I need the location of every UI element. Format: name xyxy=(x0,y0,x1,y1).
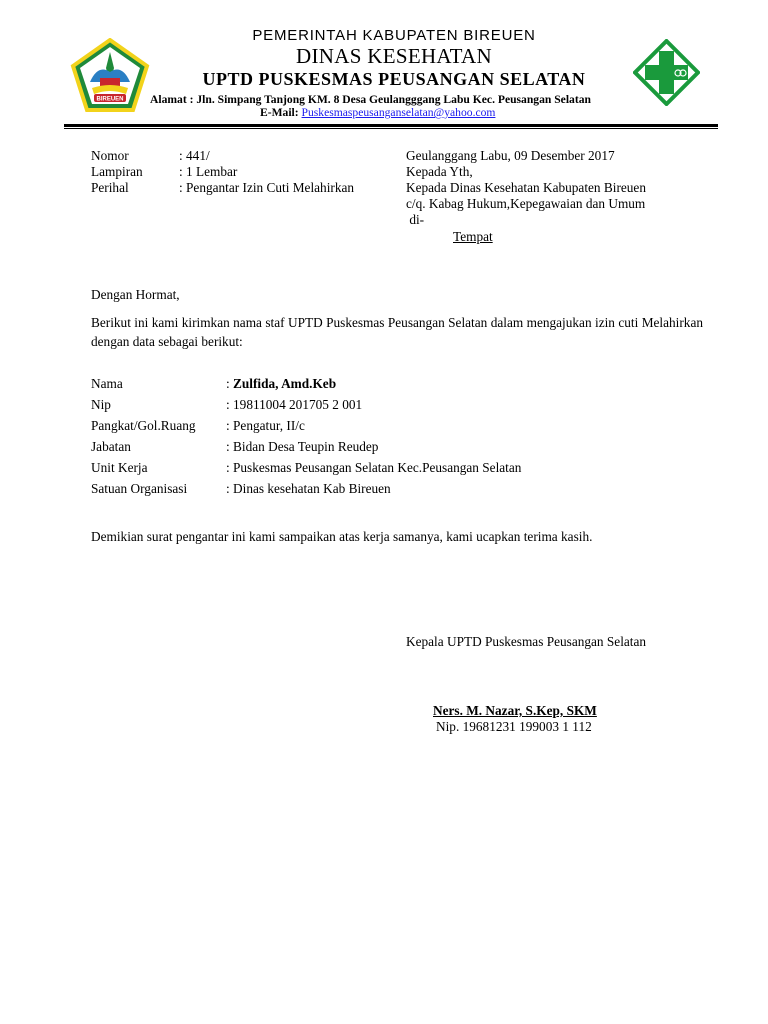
detail-label-pangkat: Pangkat/Gol.Ruang xyxy=(91,418,196,433)
government-heading: PEMERINTAH KABUPATEN BIREUEN xyxy=(252,27,536,44)
lampiran-value: : 1 Lembar xyxy=(179,164,238,179)
email-label: E-Mail: xyxy=(260,106,302,119)
detail-value-unit-kerja: : Puskesmas Peusangan Selatan Kec.Peusangan Selatan xyxy=(226,460,522,475)
perihal-value: : Pengantar Izin Cuti Melahirkan xyxy=(179,180,355,195)
agency-heading: DINAS KESEHATAN xyxy=(296,44,492,68)
detail-label-satuan: Satuan Organisasi xyxy=(91,481,188,496)
email-link[interactable]: Puskesmaspeusanganselatan@yahoo.com xyxy=(301,106,496,119)
header-rule-thin xyxy=(64,128,718,129)
signatory-name: Ners. M. Nazar, S.Kep, SKM xyxy=(433,703,597,718)
recipient-line-1: Kepada Dinas Kesehatan Kabupaten Bireuen xyxy=(406,180,646,195)
lampiran-label: Lampiran xyxy=(91,164,143,179)
recipient-line-2: c/q. Kabag Hukum,Kepegawaian dan Umum xyxy=(406,196,646,211)
nomor-value: : 441/ xyxy=(179,148,210,163)
address-line: Alamat : Jln. Simpang Tanjong KM. 8 Desa Geulangggang Labu Kec. Peusangan Selatan xyxy=(150,93,591,106)
place-date: Geulanggang Labu, 09 Desember 2017 xyxy=(406,148,615,163)
perihal-label: Perihal xyxy=(91,180,129,195)
signatory-nip: Nip. 19681231 199003 1 112 xyxy=(436,719,592,734)
intro-paragraph: Berikut ini kami kirimkan nama staf UPTD Puskesmas Peusangan Selatan dalam mengajukan izin cuti Melahirkan dengan data sebagai berikut: xyxy=(91,315,703,349)
header-rule-thick xyxy=(64,124,718,127)
signatory-title: Kepala UPTD Puskesmas Peusangan Selatan xyxy=(406,634,647,649)
detail-value-nip: : 19811004 201705 2 001 xyxy=(226,397,363,412)
detail-label-nama: Nama xyxy=(91,376,123,391)
email-line xyxy=(260,106,495,119)
detail-value-nama xyxy=(226,376,336,392)
nomor-label: Nomor xyxy=(91,148,129,163)
unit-heading: UPTD PUSKESMAS PEUSANGAN SELATAN xyxy=(202,69,586,89)
detail-value-satuan: : Dinas kesehatan Kab Bireuen xyxy=(226,481,391,496)
greeting: Dengan Hormat, xyxy=(91,287,180,302)
recipient-salutation: Kepada Yth, xyxy=(406,164,473,179)
detail-value-pangkat: : Pengatur, II/c xyxy=(226,418,305,433)
detail-label-unit-kerja: Unit Kerja xyxy=(91,460,148,475)
detail-label-nip: Nip xyxy=(91,397,111,412)
detail-colon: : xyxy=(226,376,234,391)
detail-label-jabatan: Jabatan xyxy=(91,439,131,454)
detail-value-jabatan: : Bidan Desa Teupin Reudep xyxy=(226,439,379,454)
recipient-line-3: di- xyxy=(406,212,425,227)
recipient-place: Tempat xyxy=(453,229,493,244)
closing-paragraph: Demikian surat pengantar ini kami sampaikan atas kerja samanya, kami ucapkan terima kasih. xyxy=(91,529,593,544)
staff-name: Zulfida, Amd.Keb xyxy=(233,376,337,391)
emblem-banner-text: BIREUEN xyxy=(96,96,124,103)
